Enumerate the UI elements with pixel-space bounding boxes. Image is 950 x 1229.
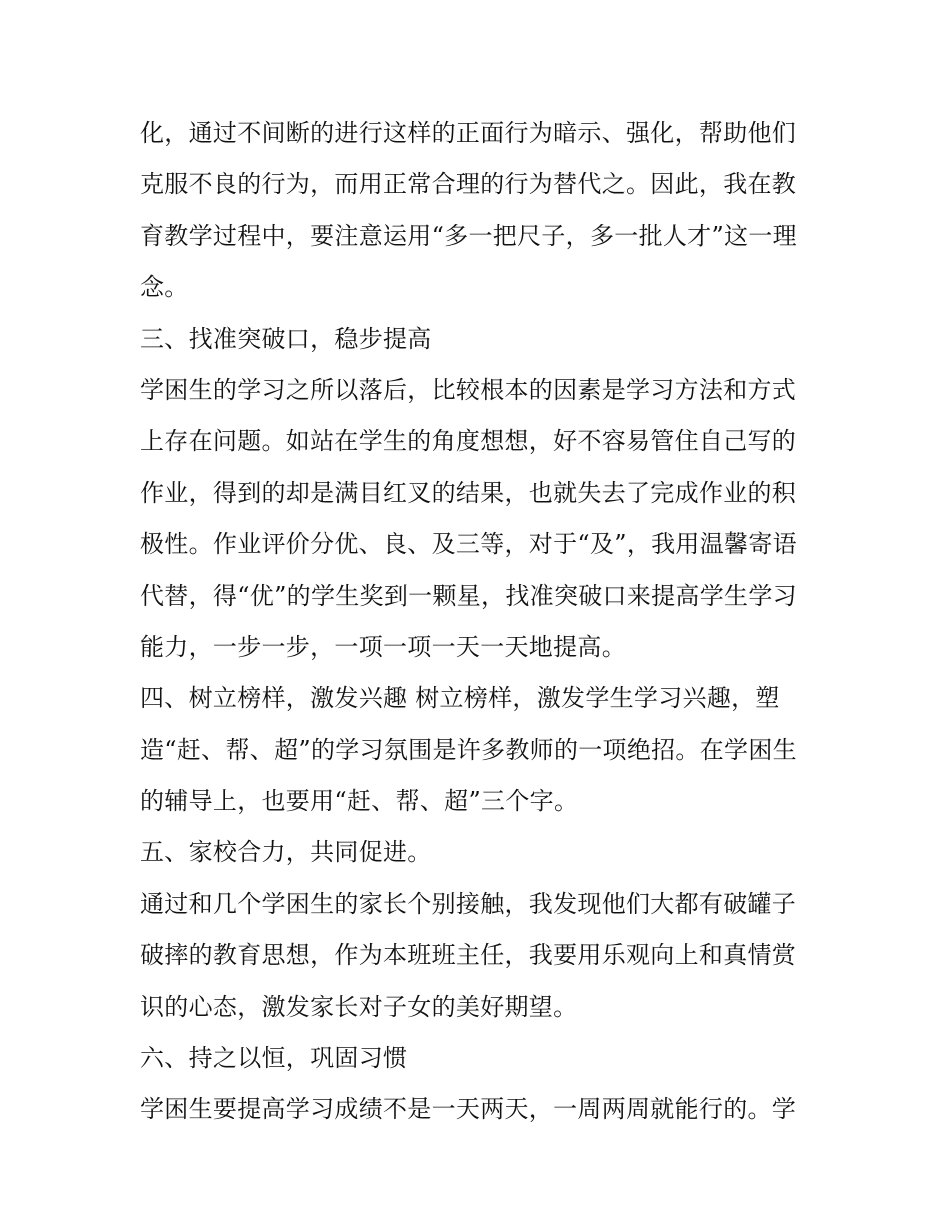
section-heading: 六、持之以恒，巩固习惯 xyxy=(140,1044,408,1073)
text-line: 极性。作业评价分优、良、及三等，对于“及”，我用温馨寄语 xyxy=(140,530,797,559)
section-heading: 三、找准突破口，稳步提高 xyxy=(140,324,432,353)
text-line: 克服不良的行为，而用正常合理的行为替代之。因此，我在教 xyxy=(140,170,797,199)
text-line: 破摔的教育思想，作为本班班主任，我要用乐观向上和真情赏 xyxy=(140,941,797,970)
section-heading: 四、树立榜样，激发兴趣 树立榜样，激发学生学习兴趣，塑 xyxy=(140,684,780,713)
text-line: 上存在问题。如站在学生的角度想想，好不容易管住自己写的 xyxy=(140,427,797,456)
section-heading: 五、家校合力，共同促进。 xyxy=(140,838,432,867)
text-line: 通过和几个学困生的家长个别接触，我发现他们大都有破罐子 xyxy=(140,889,797,918)
text-line: 的辅导上，也要用“赶、帮、超”三个字。 xyxy=(140,787,579,816)
text-line: 作业，得到的却是满目红叉的结果，也就失去了完成作业的积 xyxy=(140,478,797,507)
body-text xyxy=(140,108,820,1136)
text-line: 学困生要提高学习成绩不是一天两天，一周两周就能行的。学 xyxy=(140,1095,797,1124)
text-line: 能力，一步一步，一项一项一天一天地提高。 xyxy=(140,632,626,661)
text-line: 代替，得“优”的学生奖到一颗星，找准突破口来提高学生学习 xyxy=(140,581,797,610)
text-line: 育教学过程中，要注意运用“多一把尺子，多一批人才”这一理 xyxy=(140,221,797,250)
text-line: 学困生的学习之所以落后，比较根本的因素是学习方法和方式 xyxy=(140,375,797,404)
text-line: 造“赶、帮、超”的学习氛围是许多教师的一项绝招。在学困生 xyxy=(140,735,797,764)
text-line: 念。 xyxy=(140,273,189,302)
text-line: 化，通过不间断的进行这样的正面行为暗示、强化，帮助他们 xyxy=(140,119,797,147)
text-line: 识的心态，激发家长对子女的美好期望。 xyxy=(140,992,578,1021)
